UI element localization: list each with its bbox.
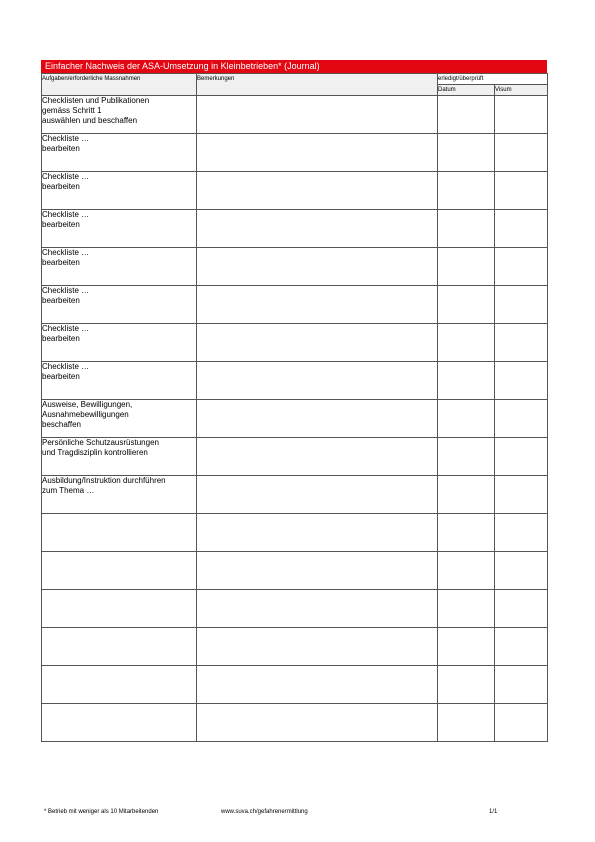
table-row [42, 96, 548, 134]
remarks-cell[interactable] [197, 628, 438, 666]
task-cell: Persönliche Schutzausrüstungen und Tragdisziplin kontrollieren [42, 438, 197, 476]
remarks-cell[interactable] [197, 476, 438, 514]
visum-cell[interactable] [495, 248, 548, 286]
remarks-cell[interactable] [197, 438, 438, 476]
remarks-cell[interactable] [197, 514, 438, 552]
task-cell: Ausweise, Bewilligungen, Ausnahmebewilligungen beschaffen [42, 400, 197, 438]
journal-table [41, 73, 548, 742]
table-row [42, 210, 548, 248]
date-cell[interactable] [438, 210, 495, 248]
remarks-cell[interactable] [197, 552, 438, 590]
header-completed-checked: erledigt/überprüft [438, 74, 548, 85]
task-cell: Checkliste … bearbeiten [42, 286, 197, 324]
remarks-cell[interactable] [197, 248, 438, 286]
table-row [42, 704, 548, 742]
task-cell [42, 514, 197, 552]
remarks-cell[interactable] [197, 96, 438, 134]
visum-cell[interactable] [495, 590, 548, 628]
visum-cell[interactable] [495, 362, 548, 400]
table-row [42, 286, 548, 324]
visum-cell[interactable] [495, 210, 548, 248]
footer-note: * Betrieb mit weniger als 10 Mitarbeitenden [44, 809, 159, 815]
table-row [42, 362, 548, 400]
date-cell[interactable] [438, 134, 495, 172]
visum-cell[interactable] [495, 438, 548, 476]
footer-url[interactable]: www.suva.ch/gefahrenermittlung [221, 809, 308, 815]
journal-body [42, 96, 548, 742]
visum-cell[interactable] [495, 286, 548, 324]
task-cell: Checkliste … bearbeiten [42, 134, 197, 172]
table-row [42, 590, 548, 628]
remarks-cell[interactable] [197, 362, 438, 400]
date-cell[interactable] [438, 590, 495, 628]
task-cell: Checkliste … bearbeiten [42, 172, 197, 210]
table-row [42, 172, 548, 210]
visum-cell[interactable] [495, 324, 548, 362]
task-cell: Checkliste … bearbeiten [42, 210, 197, 248]
remarks-cell[interactable] [197, 172, 438, 210]
task-cell: Ausbildung/Instruktion durchführen zum Thema … [42, 476, 197, 514]
remarks-cell[interactable] [197, 666, 438, 704]
table-row [42, 134, 548, 172]
remarks-cell[interactable] [197, 210, 438, 248]
date-cell[interactable] [438, 400, 495, 438]
task-cell: Checkliste … bearbeiten [42, 248, 197, 286]
table-row [42, 248, 548, 286]
remarks-cell[interactable] [197, 324, 438, 362]
task-cell [42, 590, 197, 628]
table-row [42, 552, 548, 590]
table-row [42, 628, 548, 666]
visum-cell[interactable] [495, 134, 548, 172]
task-cell: Checkliste … bearbeiten [42, 324, 197, 362]
date-cell[interactable] [438, 438, 495, 476]
document-title: Einfacher Nachweis der ASA-Umsetzung in Kleinbetrieben* (Journal) [41, 60, 547, 73]
header-visum: Visum [495, 85, 548, 96]
visum-cell[interactable] [495, 96, 548, 134]
date-cell[interactable] [438, 666, 495, 704]
visum-cell[interactable] [495, 666, 548, 704]
date-cell[interactable] [438, 628, 495, 666]
date-cell[interactable] [438, 476, 495, 514]
remarks-cell[interactable] [197, 400, 438, 438]
visum-cell[interactable] [495, 172, 548, 210]
table-row [42, 666, 548, 704]
header-date: Datum [438, 85, 495, 96]
date-cell[interactable] [438, 362, 495, 400]
date-cell[interactable] [438, 248, 495, 286]
task-cell: Checklisten und Publikationen gemäss Schritt 1 auswählen und beschaffen [42, 96, 197, 134]
date-cell[interactable] [438, 552, 495, 590]
table-row [42, 400, 548, 438]
remarks-cell[interactable] [197, 134, 438, 172]
remarks-cell[interactable] [197, 704, 438, 742]
remarks-cell[interactable] [197, 286, 438, 324]
remarks-cell[interactable] [197, 590, 438, 628]
visum-cell[interactable] [495, 704, 548, 742]
date-cell[interactable] [438, 96, 495, 134]
header-remarks: Bemerkungen [197, 74, 438, 96]
date-cell[interactable] [438, 172, 495, 210]
date-cell[interactable] [438, 286, 495, 324]
table-row [42, 514, 548, 552]
visum-cell[interactable] [495, 514, 548, 552]
footer-page-number: 1/1 [489, 809, 498, 815]
date-cell[interactable] [438, 514, 495, 552]
visum-cell[interactable] [495, 628, 548, 666]
table-row [42, 438, 548, 476]
date-cell[interactable] [438, 324, 495, 362]
visum-cell[interactable] [495, 552, 548, 590]
task-cell [42, 628, 197, 666]
table-row [42, 324, 548, 362]
task-cell [42, 704, 197, 742]
task-cell [42, 552, 197, 590]
header-tasks: Aufgaben/erforderliche Massnahmen [42, 74, 197, 96]
date-cell[interactable] [438, 704, 495, 742]
visum-cell[interactable] [495, 476, 548, 514]
task-cell [42, 666, 197, 704]
table-row [42, 476, 548, 514]
visum-cell[interactable] [495, 400, 548, 438]
task-cell: Checkliste … bearbeiten [42, 362, 197, 400]
